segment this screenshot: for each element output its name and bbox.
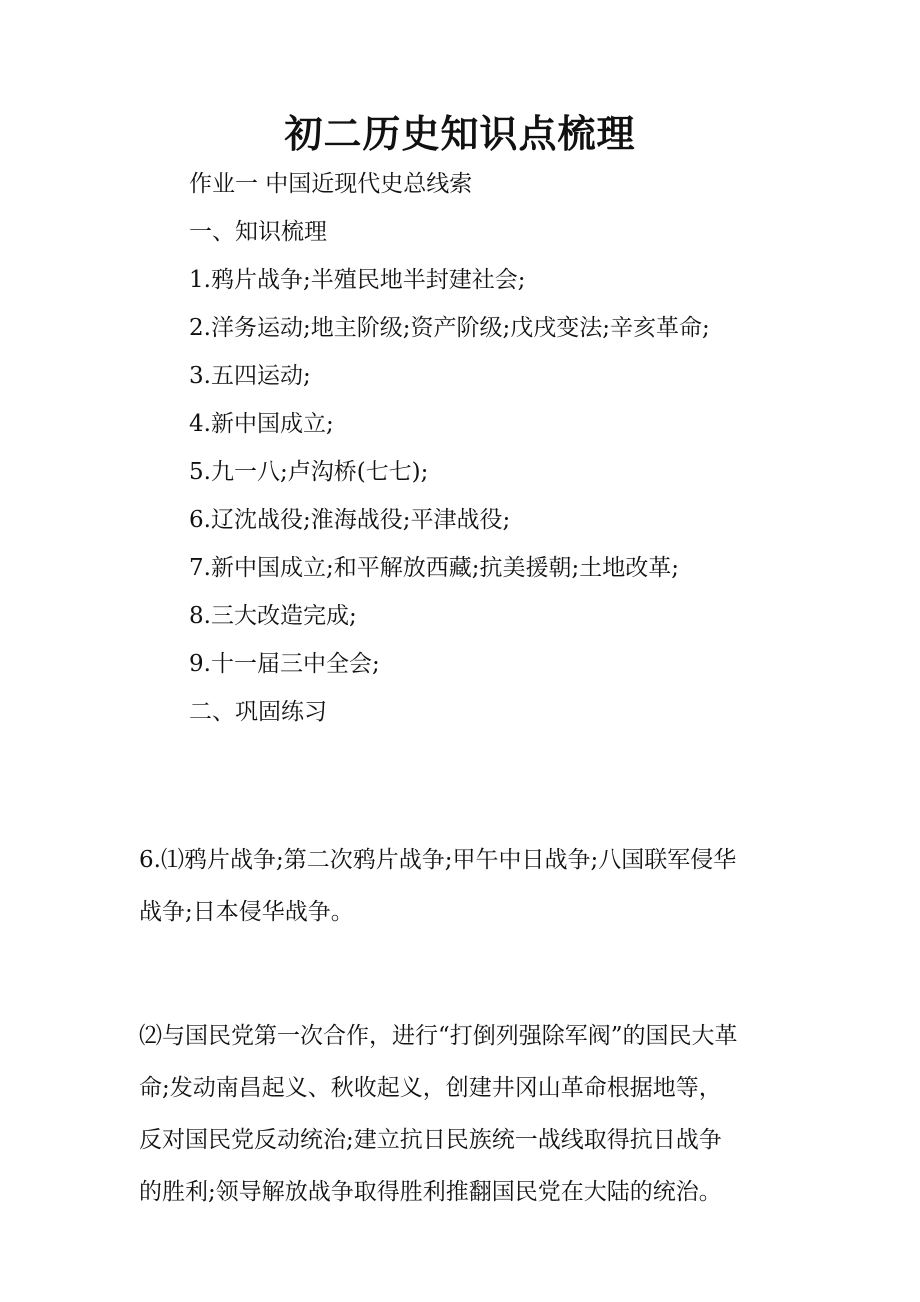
answer-line: 6.⑴鸦片战争;第二次鸦片战争;甲午中日战争;八国联军侵华 xyxy=(139,847,737,873)
outline-item: 8.三大改造完成; xyxy=(189,603,357,629)
outline-item: 6.辽沈战役;淮海战役;平津战役; xyxy=(189,507,511,533)
answer-line: 反对国民党反动统治;建立抗日民族统一战线取得抗日战争 xyxy=(139,1127,722,1153)
answer-line: ⑵与国民党第一次合作，进行“打倒列强除军阀”的国民大革 xyxy=(139,1023,738,1049)
section-heading-practice: 二、巩固练习 xyxy=(189,699,327,725)
outline-item: 9.十一届三中全会; xyxy=(189,651,380,677)
assignment-heading: 作业一 中国近现代史总线索 xyxy=(189,171,473,197)
answer-line: 战争;日本侵华战争。 xyxy=(139,899,354,925)
answers-section xyxy=(139,834,789,1218)
outline-item: 5.九一八;卢沟桥(七七); xyxy=(189,459,429,485)
section-heading-knowledge: 一、知识梳理 xyxy=(189,219,327,245)
answer-line: 的胜利;领导解放战争取得胜利推翻国民党在大陆的统治。 xyxy=(139,1179,722,1205)
outline-item: 1.鸦片战争;半殖民地半封建社会; xyxy=(189,267,526,293)
paragraph-gap xyxy=(139,938,789,1010)
answer-paragraph-6-1 xyxy=(139,834,789,938)
outline-item: 4.新中国成立; xyxy=(189,411,334,437)
outline-item: 7.新中国成立;和平解放西藏;抗美援朝;土地改革; xyxy=(189,555,679,581)
document-title: 初二历史知识点梳理 xyxy=(284,111,636,156)
outline-item: 3.五四运动; xyxy=(189,363,311,389)
answer-paragraph-6-2 xyxy=(139,1010,789,1218)
outline-section xyxy=(189,160,889,736)
outline-item: 2.洋务运动;地主阶级;资产阶级;戊戌变法;辛亥革命; xyxy=(189,315,710,341)
answer-line: 命;发动南昌起义、秋收起义，创建井冈山革命根据地等， xyxy=(139,1075,722,1101)
